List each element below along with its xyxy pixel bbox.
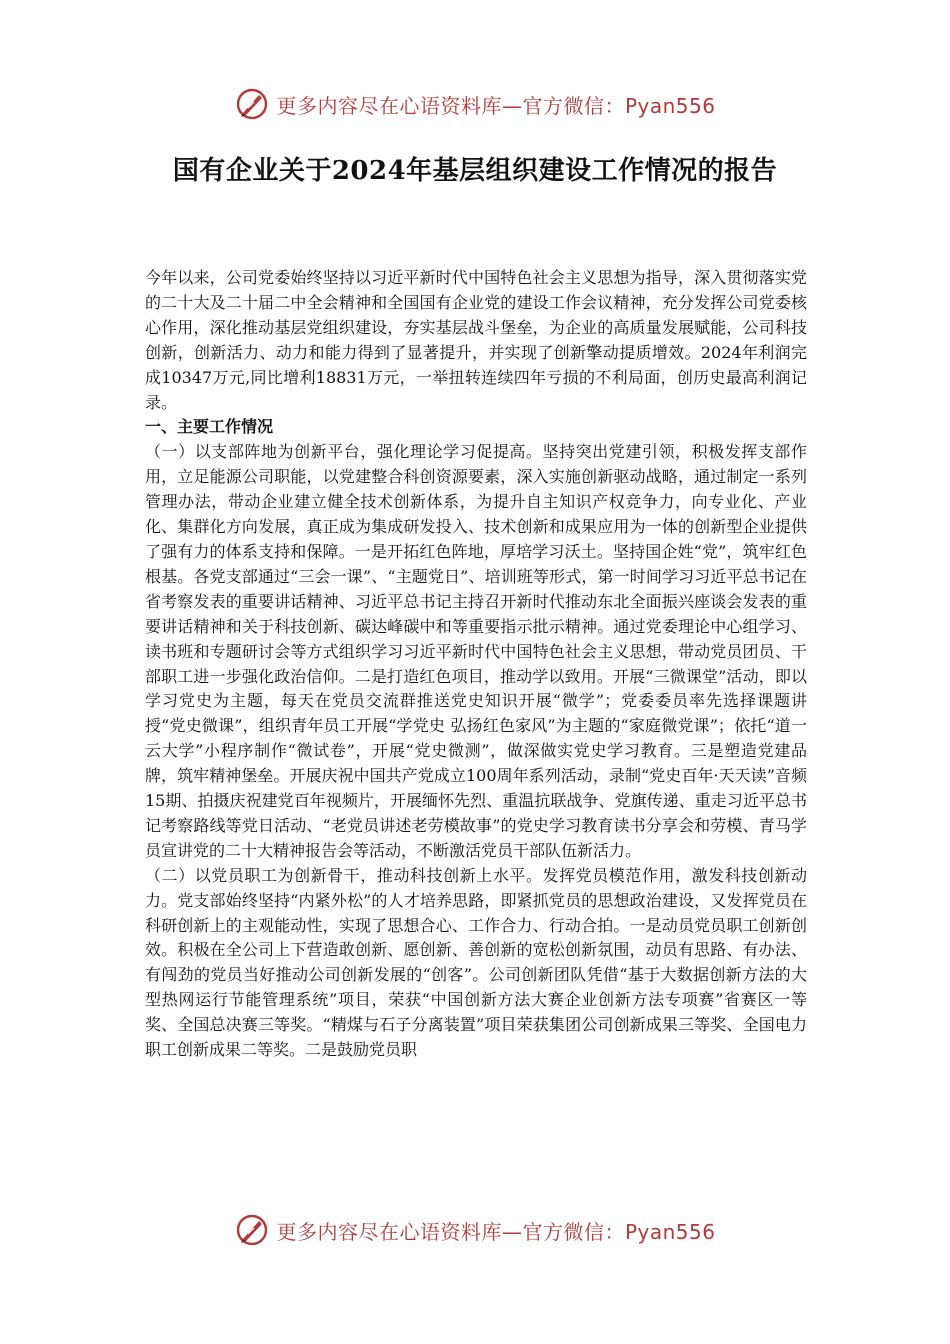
banner-text: 更多内容尽在心语资料库—官方微信：Pyan556 — [276, 1219, 716, 1244]
intro-paragraph: 今年以来，公司党委始终坚持以习近平新时代中国特色社会主义思想为指导，深入贯彻落实党的二十大及二十届二中全会精神和全国国有企业党的建设工作会议精神，充分发挥公司党委核心作用，深化推动基层党组织建设，夯实基层战斗堡垒，为企业的高质量发展赋能，公司科技创新，创新活力、动力和能力得到了显著提升，并实现了创新擎动提质增效。2024年利润完成10347万元,同比增利18831万元，一举扭转连续四年亏损的不利局面，创历史最高利润记录。 — [145, 268, 807, 412]
pen-logo-icon — [234, 1212, 270, 1248]
header-banner — [0, 84, 950, 124]
footer-banner — [0, 1210, 950, 1250]
document-body — [145, 266, 807, 1063]
banner-text: 更多内容尽在心语资料库—官方微信：Pyan556 — [276, 93, 716, 118]
banner-inner — [234, 1212, 715, 1248]
section-heading: 一、主要工作情况 — [145, 417, 274, 437]
paragraph-1: （一）以支部阵地为创新平台，强化理论学习促提高。坚持突出党建引领，积极发挥支部作用，立足能源公司职能，以党建整合科创资源要素，深入实施创新驱动战略，通过制定一系列管理办法，带动企业建立健全技术创新体系，为提升自主知识产权竞争力，向专业化、产业化、集群化方向发展，真正成为集成研发投入、技术创新和成果应用为一体的创新型企业提供了强有力的体系支持和保障。一是开拓红色阵地，厚培学习沃土。坚持国企姓“党”，筑牢红色根基。各党支部通过“三会一课”、“主题党日”、培训班等形式，第一时间学习习近平总书记在省考察发表的重要讲话精神、习近平总书记主持召开新时代推动东北全面振兴座谈会发表的重要讲话精神和关于科技创新、碳达峰碳中和等重要指示批示精神。通过党委理论中心组学习、读书班和专题研讨会等方式组织学习习近平新时代中国特色社会主义思想，带动党员团员、干部职工进一步强化政治信仰。二是打造红色项目，推动学以致用。开展“三微课堂”活动，即以学习党史为主题，每天在党员交流群推送党史知识开展“微学”；党委委员率先选择课题讲授“党史微课”，组织青年员工开展“学党史 弘扬红色家风”为主题的“家庭微党课”；依托“道一云大学”小程序制作“微试卷”，开展“党史微测”，做深做实党史学习教育。三是塑造党建品牌，筑牢精神堡垒。开展庆祝中国共产党成立100周年系列活动，录制“党史百年·天天读”音频15期、拍摄庆祝建党百年视频片，开展缅怀先烈、重温抗联战争、党旗传递、重走习近平总书记考察路线等党日活动、“老党员讲述老劳模故事”的党史学习教育读书分享会和劳模、青马学员宣讲党的二十大精神报告会等活动，不断激活党员干部队伍新活力。 — [145, 442, 807, 860]
banner-inner — [234, 86, 715, 122]
paragraph-2: （二）以党员职工为创新骨干，推动科技创新上水平。发挥党员模范作用，激发科技创新动力。党支部始终坚持“内紧外松”的人才培养思路，即紧抓党员的思想政治建设，又发挥党员在科研创新上的主观能动性，实现了思想合心、工作合力、行动合拍。一是动员党员职工创新创效。积极在全公司上下营造敢创新、愿创新、善创新的宽松创新氛围，动员有思路、有办法、有闯劲的党员当好推动公司创新发展的“创客”。公司创新团队凭借“基于大数据创新方法的大型热网运行节能管理系统”项目，荣获“中国创新方法大赛企业创新方法专项赛”省赛区一等奖、全国总决赛三等奖。“精煤与石子分离装置”项目荣获集团公司创新成果三等奖、全国电力职工创新成果二等奖。二是鼓励党员职 — [145, 865, 807, 1060]
document-title: 国有企业关于2024年基层组织建设工作情况的报告 — [172, 156, 778, 186]
pen-logo-icon — [234, 86, 270, 122]
